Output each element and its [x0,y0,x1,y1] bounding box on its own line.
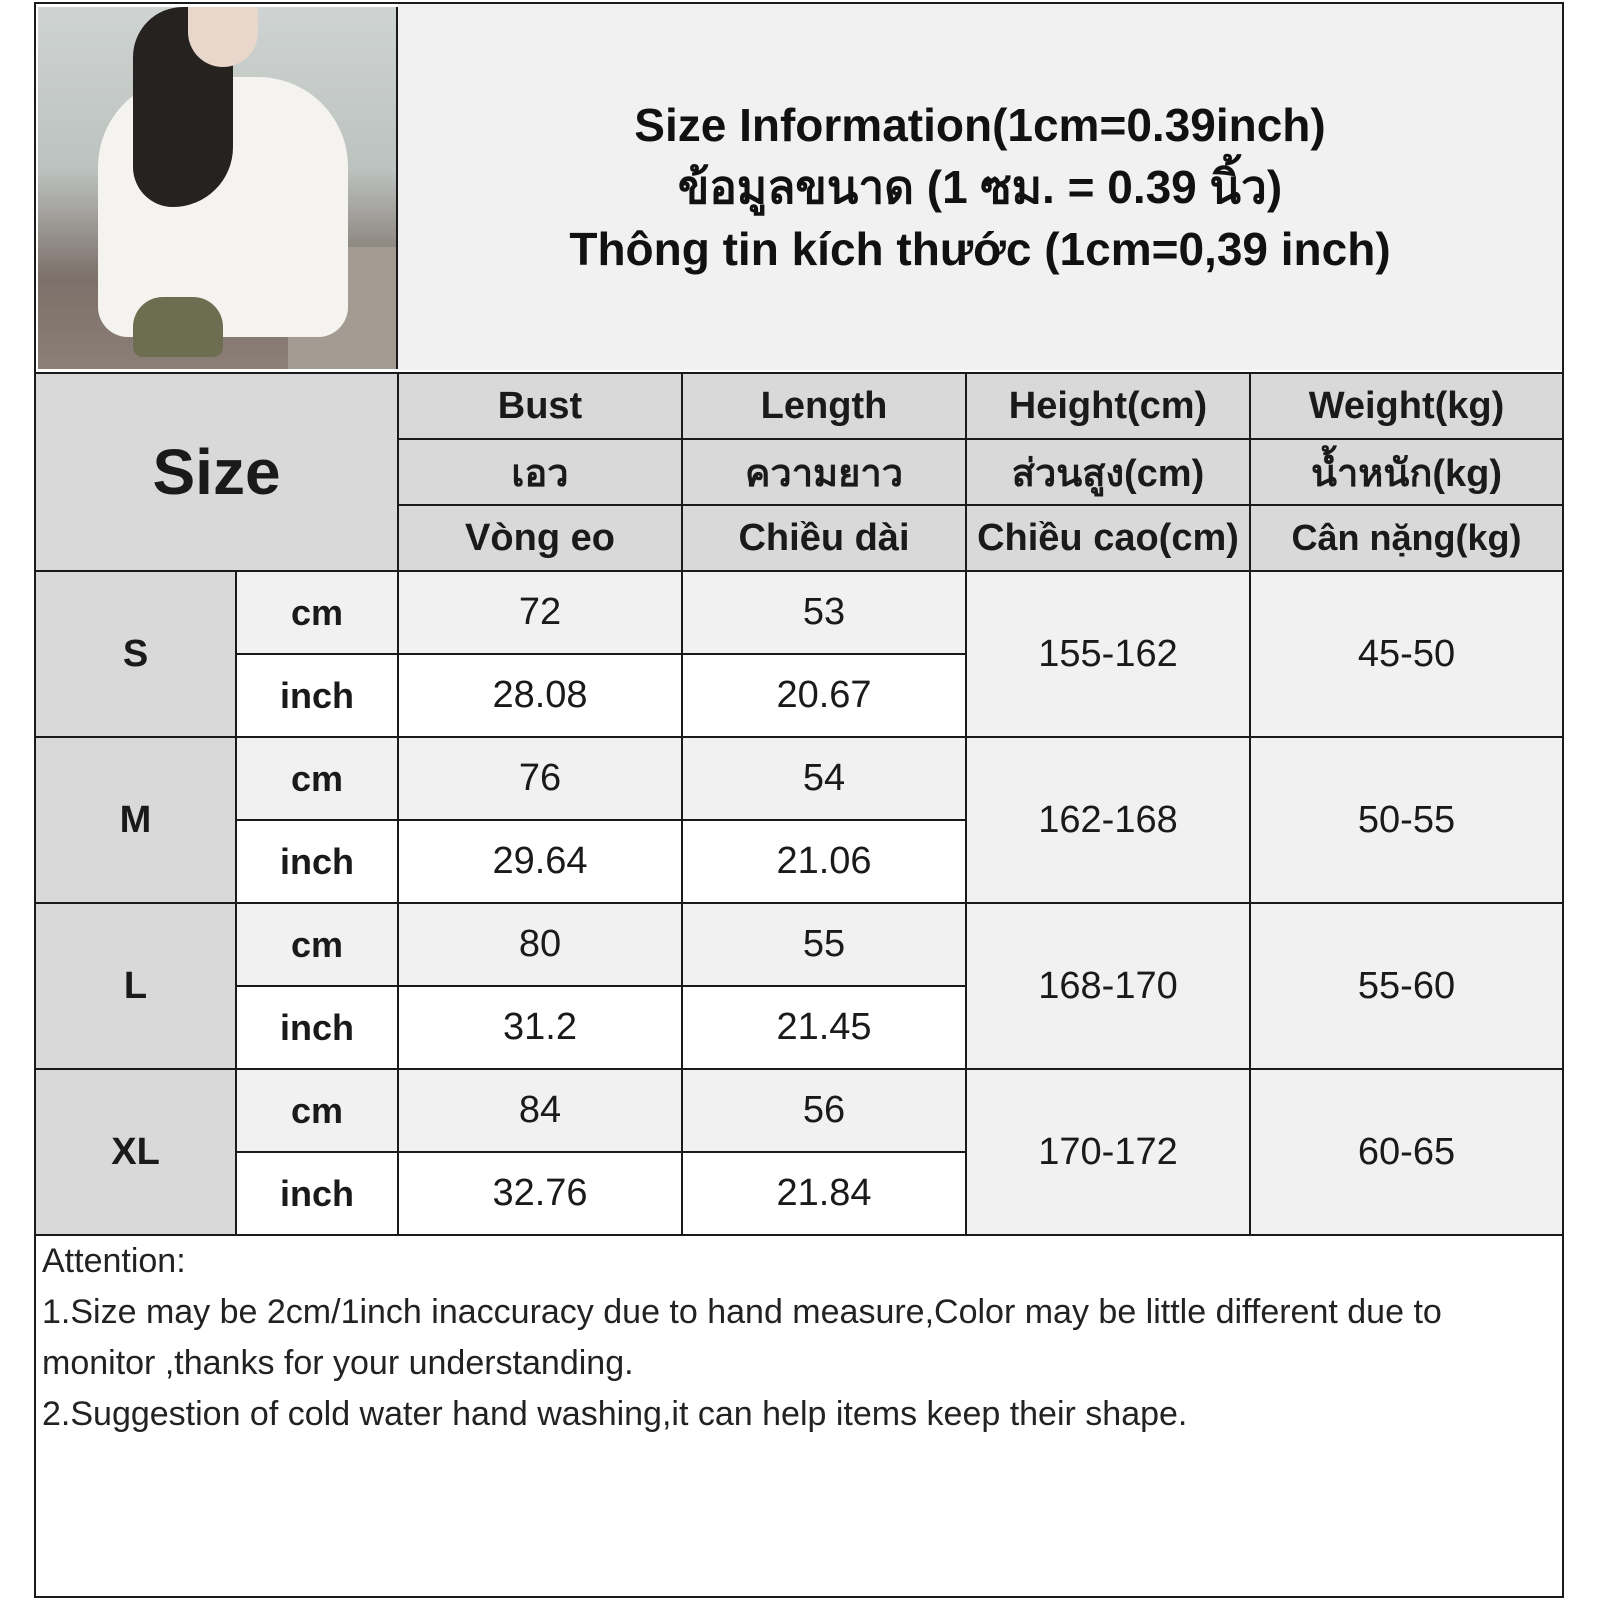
unit-inch: inch [236,1152,398,1235]
col-weight-th: น้ำหนัก(kg) [1250,439,1562,505]
col-bust-vi: Vòng eo [398,505,682,571]
col-height-vi: Chiều cao(cm) [966,505,1250,571]
col-length-vi: Chiều dài [682,505,966,571]
size-chart-sheet [34,2,1564,1598]
title-english: Size Information(1cm=0.39inch) [634,99,1326,151]
unit-cm: cm [236,1069,398,1152]
unit-inch: inch [236,820,398,903]
weight-range-m: 50-55 [1250,737,1562,903]
weight-range-s: 45-50 [1250,571,1562,737]
size-label-l: L [36,903,236,1069]
note-item-1: 1.Size may be 2cm/1inch inaccuracy due to hand measure,Color may be little different due to monitor ,thanks for your understanding. [42,1293,1442,1382]
length-inch-l: 21.45 [682,986,966,1069]
size-table [36,374,1562,1236]
bust-inch-m: 29.64 [398,820,682,903]
title-vietnamese: Thông tin kích thước (1cm=0,39 inch) [569,223,1391,275]
size-label-s: S [36,571,236,737]
col-length-th: ความยาว [682,439,966,505]
bust-inch-l: 31.2 [398,986,682,1069]
height-range-l: 168-170 [966,903,1250,1069]
bust-cm-l: 80 [398,903,682,986]
unit-inch: inch [236,654,398,737]
bust-cm-m: 76 [398,737,682,820]
size-header: Size [36,374,398,571]
unit-cm: cm [236,903,398,986]
length-cm-s: 53 [682,571,966,654]
weight-range-l: 55-60 [1250,903,1562,1069]
bust-inch-s: 28.08 [398,654,682,737]
height-range-s: 155-162 [966,571,1250,737]
product-photo [38,7,398,369]
col-height-en: Height(cm) [966,374,1250,439]
bust-inch-xl: 32.76 [398,1152,682,1235]
photo-handbag [133,297,223,357]
size-label-m: M [36,737,236,903]
col-weight-vi: Cân nặng(kg) [1250,505,1562,571]
size-label-xl: XL [36,1069,236,1235]
col-length-en: Length [682,374,966,439]
length-cm-l: 55 [682,903,966,986]
length-inch-s: 20.67 [682,654,966,737]
attention-notes [42,1236,1552,1440]
chart-header [36,4,1562,374]
unit-inch: inch [236,986,398,1069]
weight-range-xl: 60-65 [1250,1069,1562,1235]
col-weight-en: Weight(kg) [1250,374,1562,439]
bust-cm-s: 72 [398,571,682,654]
col-bust-th: เอว [398,439,682,505]
length-cm-xl: 56 [682,1069,966,1152]
note-item-2: 2.Suggestion of cold water hand washing,it can help items keep their shape. [42,1395,1188,1433]
title-thai: ข้อมูลขนาด (1 ซม. = 0.39 นิ้ว) [677,161,1283,213]
unit-cm: cm [236,737,398,820]
unit-cm: cm [236,571,398,654]
col-height-th: ส่วนสูง(cm) [966,439,1250,505]
bust-cm-xl: 84 [398,1069,682,1152]
title-box [398,4,1562,370]
length-cm-m: 54 [682,737,966,820]
notes-heading: Attention: [42,1242,186,1280]
col-bust-en: Bust [398,374,682,439]
height-range-xl: 170-172 [966,1069,1250,1235]
length-inch-xl: 21.84 [682,1152,966,1235]
length-inch-m: 21.06 [682,820,966,903]
height-range-m: 162-168 [966,737,1250,903]
